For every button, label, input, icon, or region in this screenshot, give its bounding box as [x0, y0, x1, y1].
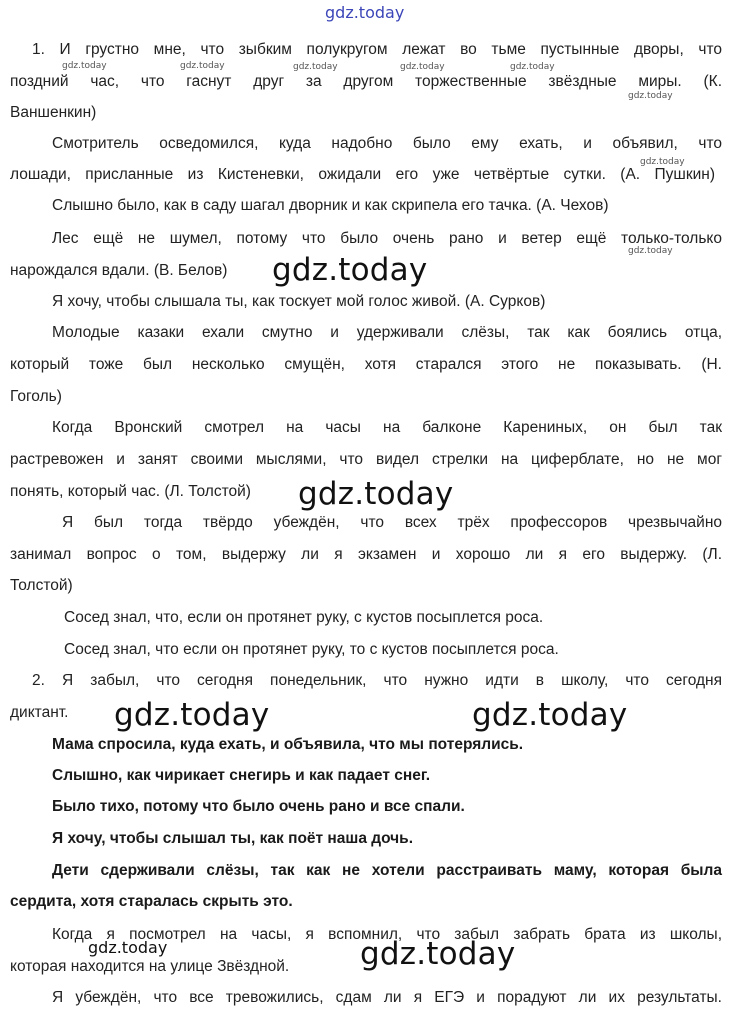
s2-line-4: Слышно, как чирикает снегирь и как падает снег.	[52, 767, 431, 784]
s1-line-6: Слышно было, как в саду шагал дворник и как скрипела его тачка. (А. Чехов)	[52, 197, 609, 214]
watermark-small: gdz.today	[400, 62, 445, 72]
s1-line-3: Ваншенкин)	[10, 104, 97, 121]
s1-line-4: Смотритель осведомился, куда надобно было ему ехать, и объявил, что	[52, 135, 722, 152]
s2-line-6: Я хочу, чтобы слышал ты, как поёт наша дочь.	[52, 830, 414, 847]
watermark-small: gdz.today	[628, 246, 673, 256]
watermark-large: gdz.today	[272, 252, 428, 288]
watermark-small: gdz.today	[640, 157, 685, 167]
s1-line-5: лошади, присланные из Кистеневки, ожидали его уже четвёртые сутки. (А. Пушкин)	[10, 166, 715, 183]
s1-line-8: нарождался вдали. (В. Белов)	[10, 262, 228, 279]
s1-line-10: Молодые казаки ехали смутно и удерживали слёзы, так как боялись отца,	[52, 324, 722, 341]
s1-line-17: занимал вопрос о том, выдержу ли я экзамен и хорошо ли я его выдержу. (Л.	[10, 546, 722, 563]
watermark-medium: gdz.today	[88, 938, 168, 957]
s1-line-13: Когда Вронский смотрел на часы на балконе Карениных, он был так	[52, 419, 722, 436]
s1-line-12: Гоголь)	[10, 388, 62, 405]
watermark-large: gdz.today	[298, 476, 454, 512]
s1-line-19: Сосед знал, что, если он протянет руку, с кустов посыплется роса.	[64, 609, 544, 626]
watermark-small: gdz.today	[628, 91, 673, 101]
s1-line-16: Я был тогда твёрдо убеждён, что всех трёх профессоров чрезвычайно	[62, 514, 722, 531]
watermark-small: gdz.today	[510, 62, 555, 72]
s1-line-9: Я хочу, чтобы слышала ты, как тоскует мой голос живой. (А. Сурков)	[52, 293, 546, 310]
s2-line-11: Я убеждён, что все тревожились, сдам ли я ЕГЭ и порадуют ли их результаты.	[52, 989, 722, 1006]
watermark-large: gdz.today	[360, 936, 516, 972]
s1-line-2: поздний час, что гаснут друг за другом торжественные звёздные миры. (К.	[10, 73, 722, 90]
s1-line-11: который тоже был несколько смущён, хотя старался этого не показывать. (Н.	[10, 356, 722, 373]
watermark-small: gdz.today	[62, 61, 107, 71]
s1-line-15: понять, который час. (Л. Толстой)	[10, 483, 251, 500]
watermark-large: gdz.today	[114, 697, 270, 733]
watermark-small: gdz.today	[180, 61, 225, 71]
s1-line-18: Толстой)	[10, 577, 73, 594]
s2-line-7: Дети сдерживали слёзы, так как не хотели расстраивать маму, которая была	[52, 862, 722, 879]
s2-line-9: Когда я посмотрел на часы, я вспомнил, что забыл забрать брата из школы,	[52, 926, 722, 943]
s1-line-1: 1. И грустно мне, что зыбким полукругом лежат во тьме пустынные дворы, что	[32, 41, 722, 58]
watermark-large: gdz.today	[472, 697, 628, 733]
s1-line-7: Лес ещё не шумел, потому что было очень рано и ветер ещё только-только	[52, 230, 722, 247]
watermark-top: gdz.today	[325, 3, 405, 22]
s2-line-2: диктант.	[10, 704, 69, 721]
s2-line-8: сердита, хотя старалась скрыть это.	[10, 893, 293, 910]
s2-line-3: Мама спросила, куда ехать, и объявила, что мы потерялись.	[52, 736, 524, 753]
s2-line-5: Было тихо, потому что было очень рано и все спали.	[52, 798, 465, 815]
watermark-small: gdz.today	[293, 62, 338, 72]
s2-line-1: 2. Я забыл, что сегодня понедельник, что нужно идти в школу, что сегодня	[32, 672, 722, 689]
s1-line-20: Сосед знал, что если он протянет руку, то с кустов посыплется роса.	[64, 641, 559, 658]
s1-line-14: растревожен и занят своими мыслями, что видел стрелки на циферблате, но не мог	[10, 451, 722, 468]
s2-line-10: которая находится на улице Звёздной.	[10, 958, 290, 975]
